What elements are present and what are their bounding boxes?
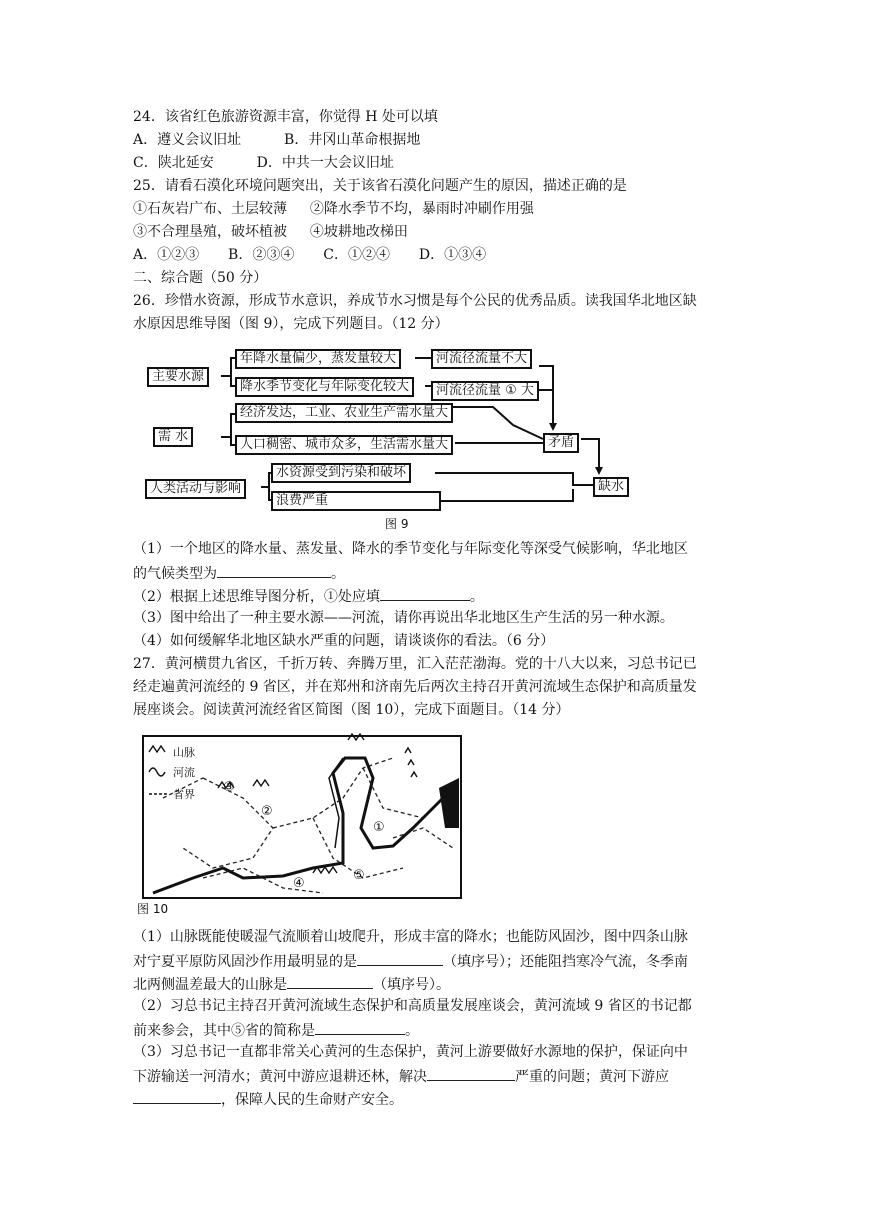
node-conflict: 矛盾 — [543, 433, 579, 453]
node-rainfall-variation: 降水季节变化与年际变化较大 — [235, 377, 414, 397]
q26-sub2 — [133, 586, 484, 606]
q27-sub1-text-b: （填序号）；还能阻挡寒冷气流，冬季南 — [443, 954, 688, 970]
q27-sub1-line3 — [133, 974, 450, 994]
legend-mountain-label: 山脉 — [173, 746, 195, 759]
legend-symbols — [145, 742, 175, 802]
q27-sub1-text-d: （填序号）。 — [373, 977, 450, 993]
q26-sub4: （4）如何缓解华北地区缺水严重的问题，请谈谈你的看法。（6 分） — [133, 633, 555, 649]
arrow-to-shortage — [595, 467, 603, 475]
q25-statements-row1 — [133, 200, 534, 218]
q27-sub1-blank-2[interactable] — [287, 974, 373, 989]
q25-option-b[interactable]: B．②③④ — [228, 247, 295, 263]
q26-sub2-text: （2）根据上述思维导图分析，①处应填 — [133, 589, 380, 605]
q27-sub2-end: 。 — [405, 1023, 419, 1039]
q27-sub3-line3 — [133, 1089, 403, 1109]
q27-sub1-line1: （1）山脉既能使暖湿气流顺着山坡爬升，形成丰富的降水；也能防风固沙，图中四条山脉 — [133, 929, 688, 945]
q27-sub3-blank-1[interactable] — [427, 1066, 515, 1081]
q27-sub3-text-a: 下游输送一河清水；黄河中游应退耕还林，解决 — [133, 1069, 427, 1085]
q25-option-a[interactable]: A．①②③ — [133, 247, 200, 263]
map-label-4: ④ — [293, 876, 305, 891]
mountain-legend-icon — [149, 746, 165, 752]
q27-intro-1: 27．黄河横贯九省区，千折万转、奔腾万里，汇入茫茫渤海。党的十八大以来，习总书记已 — [133, 656, 697, 672]
legend-border-label: 省界 — [173, 788, 195, 801]
q25-stem: 25．请看石漠化环境问题突出，关于该省石漠化问题产生的原因，描述正确的是 — [133, 178, 627, 194]
q27-sub3-line1: （3）习总书记一直都非常关心黄河的生态保护，黄河上游要做好水源地的保护，保证向中 — [133, 1044, 688, 1060]
q26-sub2-end: 。 — [469, 589, 484, 605]
q27-sub1-blank-1[interactable] — [357, 951, 443, 966]
node-main-water: 主要水源 — [147, 367, 209, 387]
q25-option-d[interactable]: D．①③④ — [418, 247, 487, 263]
q26-sub1-line2 — [133, 563, 345, 583]
yellow-river-map — [133, 718, 473, 918]
q27-sub3-line2 — [133, 1066, 669, 1086]
q24-option-c[interactable]: C．陕北延安 — [133, 155, 214, 171]
q25-statement-2: ②降水季节不均，暴雨时冲刷作用强 — [309, 201, 534, 217]
q24-option-b[interactable]: B．井冈山革命根据地 — [284, 132, 421, 148]
q25-options — [133, 246, 486, 264]
arrow-to-conflict — [549, 423, 557, 431]
q26-sub1-text: 的气候类型为 — [133, 566, 217, 582]
section-heading: 二、综合题（50 分） — [133, 270, 268, 286]
map-label-2: ② — [261, 804, 273, 819]
q24-stem: 24．该省红色旅游资源丰富，你觉得 H 处可以填 — [133, 109, 438, 125]
q26-sub1-blank[interactable] — [217, 563, 331, 578]
river-legend-icon — [149, 768, 165, 776]
q25-option-c[interactable]: C．①②④ — [323, 247, 390, 263]
q27-sub1-line2 — [133, 951, 688, 971]
q26-intro-1: 26．珍惜水资源，形成节水意识，养成节水习惯是每个公民的优秀品质。读我国华北地区缺 — [133, 293, 697, 309]
q26-sub3: （3）图中给出了一种主要水源——河流，请你再说出华北地区生产生活的另一种水源。 — [133, 610, 674, 626]
node-waste: 浪费严重 — [271, 491, 441, 511]
q26-sub2-blank[interactable] — [380, 586, 470, 601]
node-runoff-circle1: 河流径流量 ① 大 — [431, 381, 539, 401]
q26-sub1-line1: （1）一个地区的降水量、蒸发量、降水的季节变化与年际变化等深受气候影响，华北地区 — [133, 541, 688, 557]
q27-sub2-line2 — [133, 1020, 419, 1040]
node-runoff-small: 河流径流量不大 — [431, 349, 532, 369]
figure-9-caption: 图 9 — [385, 517, 409, 531]
node-economy-demand: 经济发达，工业、农业生产需水量大 — [235, 403, 453, 423]
q27-intro-3: 展座谈会。阅读黄河流经省区简图（图 10），完成下面题目。（14 分） — [133, 702, 570, 718]
q25-statement-3: ③不合理垦殖，破坏植被 — [133, 224, 287, 240]
q27-sub3-text-c: ，保障人民的生命财产安全。 — [221, 1092, 403, 1108]
figure-10-caption: 图 10 — [137, 902, 169, 916]
q27-sub2-text: 前来参会，其中⑤省的简称是 — [133, 1023, 315, 1039]
q25-statements-row2 — [133, 223, 408, 241]
node-demand: 需 水 — [153, 427, 193, 447]
q24-options-row2 — [133, 154, 394, 172]
node-low-rainfall: 年降水量偏少，蒸发量较大 — [235, 349, 401, 369]
q26-sub1-end: 。 — [331, 566, 345, 582]
node-shortage: 缺水 — [593, 477, 629, 497]
water-shortage-mindmap — [133, 345, 633, 530]
node-population-demand: 人口稠密、城市众多，生活需水量大 — [235, 435, 453, 455]
map-label-1: ① — [373, 820, 385, 835]
q24-option-d[interactable]: D．中共一大会议旧址 — [256, 155, 394, 171]
q27-sub2-line1: （2）习总书记主持召开黄河流域生态保护和高质量发展座谈会，黄河流域 9 省区的书记都 — [133, 998, 692, 1014]
q25-statement-4: ④坡耕地改梯田 — [309, 224, 408, 240]
q27-sub1-text-c: 北两侧温差最大的山脉是 — [133, 977, 287, 993]
q27-sub2-blank[interactable] — [315, 1020, 405, 1035]
q24-option-a[interactable]: A．遵义会议旧址 — [133, 132, 242, 148]
node-human-activity: 人类活动与影响 — [145, 479, 246, 499]
map-label-5: ⑤ — [353, 868, 365, 883]
q26-intro-2: 水原因思维导图（图 9），完成下列题目。（12 分） — [133, 316, 449, 332]
map-frame — [143, 736, 461, 898]
q27-intro-2: 经走遍黄河流经的 9 省区，并在郑州和济南先后两次主持召开黄河流域生态保护和高质量发 — [133, 679, 697, 695]
node-pollution: 水资源受到污染和破坏 — [271, 463, 411, 483]
q27-sub1-text-a: 对宁夏平原防风固沙作用最明显的是 — [133, 954, 357, 970]
map-label-3: ③ — [223, 780, 235, 795]
legend-river-label: 河流 — [173, 766, 195, 779]
q27-sub3-blank-2[interactable] — [133, 1089, 221, 1104]
q27-sub3-text-b: 严重的问题；黄河下游应 — [515, 1069, 669, 1085]
q25-statement-1: ①石灰岩广布、土层较薄 — [133, 201, 287, 217]
q24-options-row1 — [133, 131, 420, 149]
